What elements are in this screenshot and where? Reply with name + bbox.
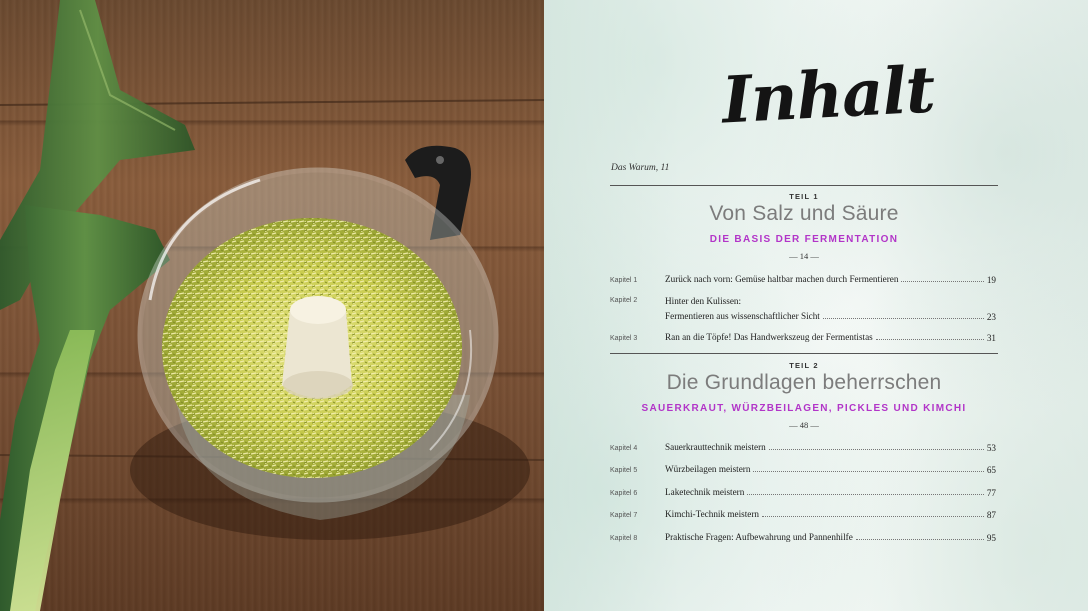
chapter-number: Kapitel 8 bbox=[610, 535, 638, 542]
part-subtitle: SAUERKRAUT, WÜRZBEILAGEN, PICKLES UND KIMCHI bbox=[641, 403, 967, 414]
dot-leader bbox=[901, 281, 983, 282]
part-title: Von Salz und Säure bbox=[709, 202, 899, 225]
part-label: TEIL 2 bbox=[789, 361, 819, 370]
chapter-entry[interactable] bbox=[610, 508, 996, 520]
dot-leader bbox=[823, 318, 984, 319]
chapter-entry[interactable] bbox=[610, 463, 996, 475]
chapter-page: 19 bbox=[986, 275, 996, 285]
page-title: Inhalt bbox=[720, 52, 937, 139]
chapter-title: Laketechnik meistern bbox=[665, 487, 745, 497]
part-subtitle: DIE BASIS DER FERMENTATION bbox=[709, 234, 899, 245]
part-page-number: — 14 — bbox=[789, 251, 819, 261]
part-label: TEIL 1 bbox=[789, 192, 819, 201]
chapter-number: Kapitel 5 bbox=[610, 467, 638, 474]
chapter-title: Sauerkrauttechnik meistern bbox=[665, 442, 766, 452]
chapter-title: Praktische Fragen: Aufbewahrung und Pannenhilfe bbox=[665, 532, 853, 542]
dot-leader bbox=[856, 539, 984, 540]
chapter-title: Kimchi-Technik meistern bbox=[665, 509, 760, 519]
chapter-page: 77 bbox=[986, 488, 996, 498]
chapter-number: Kapitel 6 bbox=[610, 490, 638, 497]
dot-leader bbox=[762, 516, 984, 517]
chapter-title: Ran an die Töpfe! Das Handwerkszeug der Fermentistas bbox=[665, 332, 873, 342]
divider bbox=[610, 353, 998, 354]
chapter-entry[interactable] bbox=[610, 486, 996, 498]
dot-leader bbox=[769, 449, 984, 450]
intro-entry: Das Warum, 11 bbox=[611, 163, 670, 173]
divider bbox=[610, 185, 998, 186]
chapter-title-line1: Hinter den Kulissen: bbox=[665, 296, 742, 306]
chapter-number: Kapitel 2 bbox=[610, 297, 638, 304]
chapter-page: 53 bbox=[986, 443, 996, 453]
chapter-entry[interactable] bbox=[610, 295, 996, 322]
part-title: Die Grundlagen beherrschen bbox=[666, 371, 942, 394]
chapter-page: 23 bbox=[986, 312, 996, 322]
chapter-page: 31 bbox=[986, 333, 996, 343]
chapter-number: Kapitel 4 bbox=[610, 445, 638, 452]
chapter-title: Fermentieren aus wissenschaftlicher Sicht bbox=[665, 311, 820, 321]
dot-leader bbox=[747, 494, 983, 495]
chapter-page: 87 bbox=[986, 510, 996, 520]
chapter-entry[interactable] bbox=[610, 273, 996, 285]
chapter-entry[interactable] bbox=[610, 441, 996, 453]
chapter-entry[interactable] bbox=[610, 331, 996, 343]
chapter-entry[interactable] bbox=[610, 531, 996, 543]
dot-leader bbox=[876, 339, 984, 340]
chapter-number: Kapitel 1 bbox=[610, 277, 638, 284]
table-of-contents-page bbox=[544, 0, 1088, 611]
part-page-number: — 48 — bbox=[789, 420, 819, 430]
chapter-page: 95 bbox=[986, 533, 996, 543]
chapter-title: Zurück nach vorn: Gemüse haltbar machen durch Fermentieren bbox=[665, 274, 899, 284]
dot-leader bbox=[753, 471, 983, 472]
chapter-title: Würzbeilagen meistern bbox=[665, 464, 751, 474]
chapter-number: Kapitel 7 bbox=[610, 512, 638, 519]
chapter-number: Kapitel 3 bbox=[610, 335, 638, 342]
chapter-page: 65 bbox=[986, 465, 996, 475]
